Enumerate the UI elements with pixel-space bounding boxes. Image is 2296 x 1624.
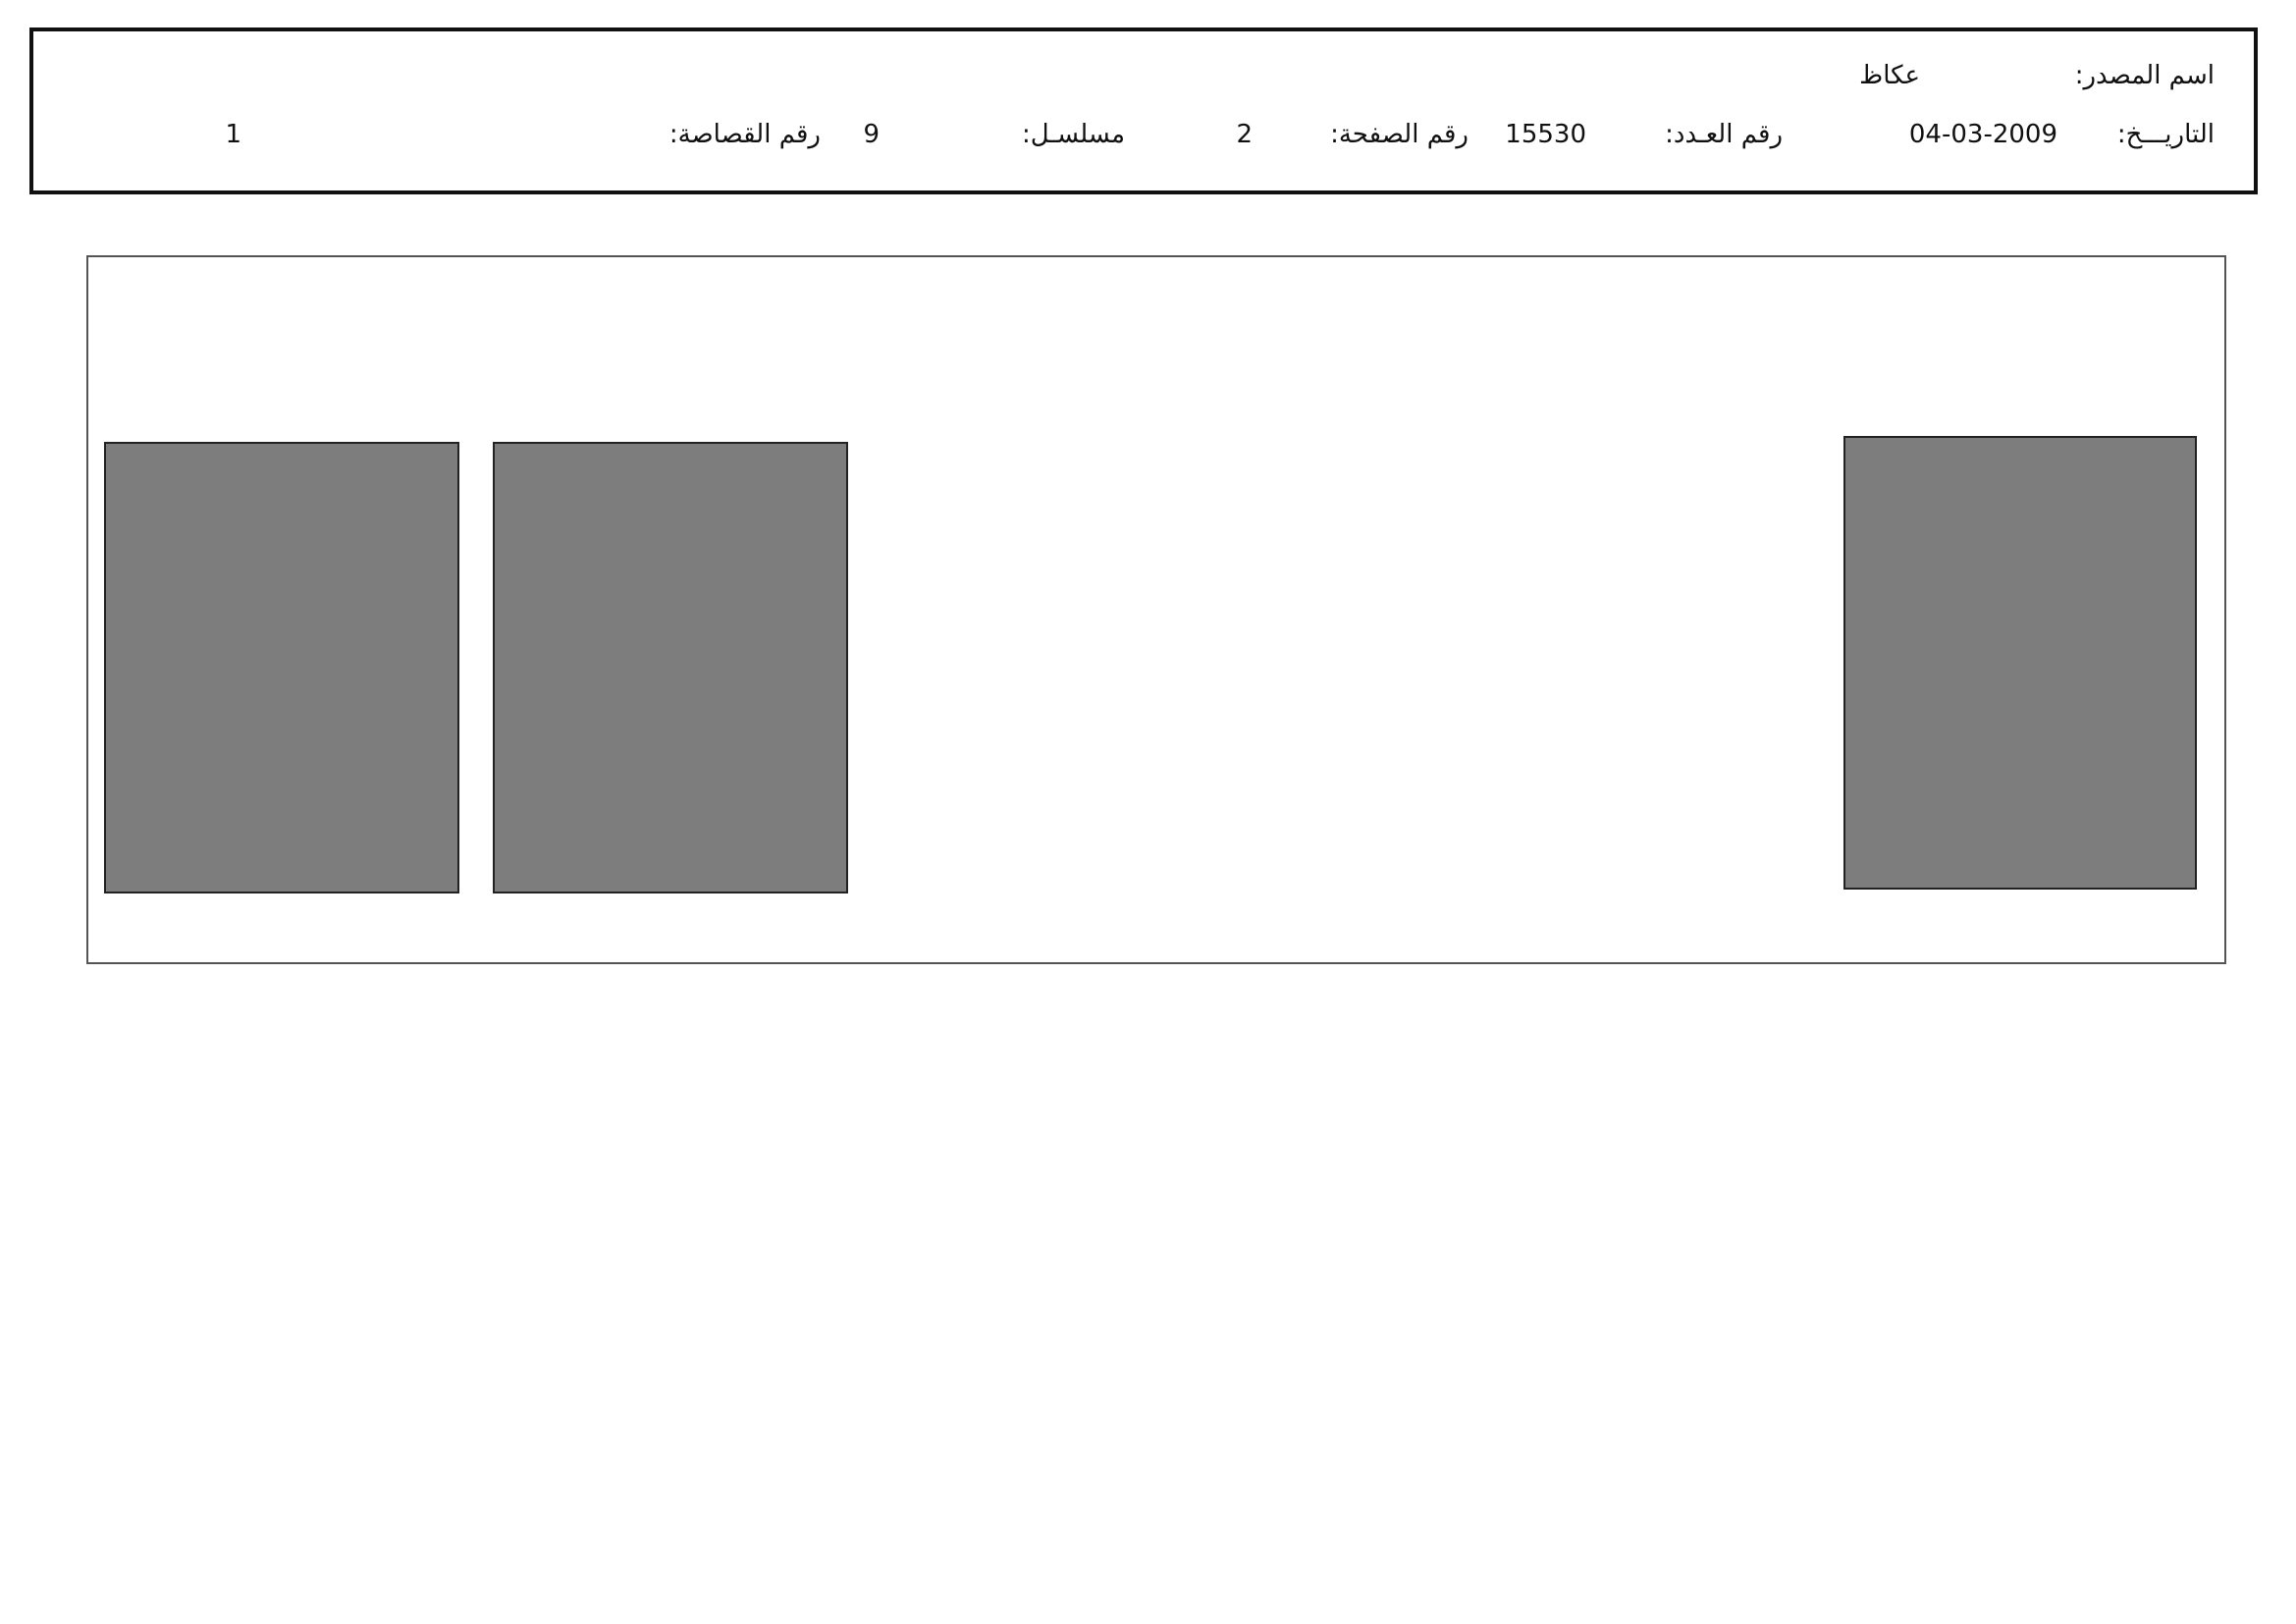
photo-right [1843, 436, 2197, 890]
serial-value: 9 [863, 120, 880, 149]
source-value: عكاظ [1859, 61, 1920, 90]
photo-middle [493, 442, 848, 893]
page-value: 2 [1236, 120, 1253, 149]
article-column-1 [1361, 436, 1802, 947]
date-value: 04-03-2009 [1908, 120, 2057, 149]
clip-value: 1 [225, 120, 241, 149]
photo-left [104, 442, 459, 893]
serial-label: مسلسـل: [1022, 120, 1125, 149]
header-box [29, 27, 2258, 194]
page-label: رقم الصفحة: [1330, 120, 1468, 149]
issue-label: رقم العـدد: [1665, 120, 1783, 149]
article-clipping [86, 255, 2226, 964]
headline [236, 287, 2126, 395]
issue-value: 15530 [1505, 120, 1586, 149]
source-label: اسم المصدر: [2074, 61, 2215, 90]
date-label: التاريـــخ: [2116, 120, 2215, 149]
clip-label: رقم القصاصة: [668, 120, 821, 149]
article-column-2 [870, 436, 1321, 947]
